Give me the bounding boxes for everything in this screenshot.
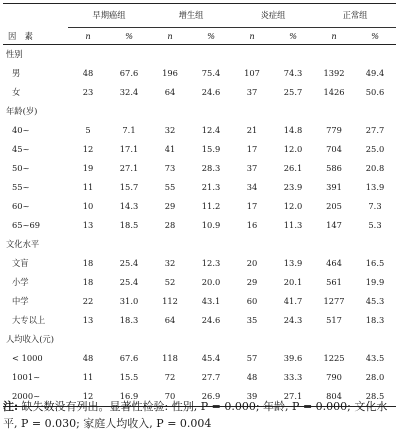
row-label: 55~ <box>12 182 30 192</box>
group-header-row <box>3 4 396 28</box>
table-row <box>3 292 396 311</box>
cell-n: 41 <box>164 144 176 154</box>
table-row <box>3 368 396 387</box>
cell-pct: 19.9 <box>365 277 385 287</box>
cell-n: 1426 <box>323 87 345 97</box>
cell-pct: 11.3 <box>283 220 303 230</box>
row-label: 小学 <box>12 277 29 287</box>
group-header-normal: 正常组 <box>314 4 396 28</box>
cell-pct: 12.0 <box>283 201 303 211</box>
cell-pct: 24.6 <box>201 315 221 325</box>
cell-n: 1225 <box>323 353 345 363</box>
data-table <box>3 3 396 407</box>
section-row <box>3 330 396 349</box>
cell-n: 73 <box>164 163 176 173</box>
cell-pct: 32.4 <box>119 87 139 97</box>
table-row <box>3 349 396 368</box>
cell-n: 37 <box>246 163 258 173</box>
cell-pct: 74.3 <box>283 68 303 78</box>
cell-n: 60 <box>246 296 258 306</box>
cell-n: 391 <box>326 182 342 192</box>
footnote-head: 注: <box>3 400 19 413</box>
cell-n: 464 <box>326 258 342 268</box>
cell-n: 12 <box>68 387 108 407</box>
cell-pct: 11.2 <box>201 201 221 211</box>
cell-pct: 45.4 <box>201 353 221 363</box>
cell-n: 13 <box>82 315 94 325</box>
table-row <box>3 273 396 292</box>
group-header-early-cancer: 早期癌组 <box>68 4 150 28</box>
sub-header-pct: % <box>272 28 314 45</box>
cell-n: 19 <box>82 163 94 173</box>
cell-n: 18 <box>82 277 94 287</box>
cell-pct: 27.7 <box>201 372 221 382</box>
cell-pct: 50.6 <box>365 87 385 97</box>
cell-pct: 45.3 <box>365 296 385 306</box>
row-label: 男 <box>12 68 21 78</box>
cell-n: 118 <box>162 353 178 363</box>
sub-header-pct: % <box>354 28 396 45</box>
cell-n: 205 <box>326 201 342 211</box>
row-label: 65~69 <box>12 220 41 230</box>
sub-header-pct: % <box>108 28 150 45</box>
section-title: 性别 <box>6 49 23 59</box>
cell-n: 48 <box>246 372 258 382</box>
cell-n: 704 <box>326 144 342 154</box>
cell-pct: 28.3 <box>201 163 221 173</box>
cell-pct: 17.1 <box>119 144 139 154</box>
table-row <box>3 140 396 159</box>
cell-n: 18 <box>82 258 94 268</box>
cell-pct: 75.4 <box>201 68 221 78</box>
cell-n: 23 <box>82 87 94 97</box>
row-label: 50~ <box>12 163 30 173</box>
sub-header-n: n <box>232 28 272 45</box>
cell-pct: 26.1 <box>283 163 303 173</box>
cell-pct: 31.0 <box>119 296 139 306</box>
cell-n: 12 <box>82 144 94 154</box>
cell-n: 48 <box>82 68 94 78</box>
group-header-hyperplasia: 增生组 <box>150 4 232 28</box>
cell-pct: 24.6 <box>201 87 221 97</box>
cell-n: 52 <box>164 277 176 287</box>
sub-header-n: n <box>150 28 190 45</box>
cell-pct: 15.7 <box>119 182 139 192</box>
cell-n: 1392 <box>323 68 345 78</box>
row-label: 1001~ <box>12 372 41 382</box>
cell-n: 561 <box>326 277 342 287</box>
cell-pct: 39.6 <box>283 353 303 363</box>
cell-n: 10 <box>82 201 94 211</box>
cell-n: 64 <box>164 87 176 97</box>
table-row <box>3 83 396 102</box>
cell-pct: 28.0 <box>365 372 385 382</box>
cell-pct: 18.3 <box>119 315 139 325</box>
table-row <box>3 311 396 330</box>
cell-pct: 67.6 <box>119 68 139 78</box>
cell-n: 517 <box>326 315 342 325</box>
table-row <box>3 254 396 273</box>
footnote-text: 缺失数没有列出。显著性检验: 性别, P = 0.000; 年龄, P = 0.000; 文化水平, P = 0.030; 家庭人均收入, P = 0.004 <box>3 400 388 430</box>
table-row <box>3 216 396 235</box>
cell-pct: 20.0 <box>201 277 221 287</box>
cell-n: 790 <box>326 372 342 382</box>
cell-pct: 41.7 <box>283 296 303 306</box>
row-label: 文盲 <box>12 258 29 268</box>
cell-n: 29 <box>246 277 258 287</box>
row-label: 大专以上 <box>12 315 46 325</box>
cell-pct: 14.8 <box>283 125 303 135</box>
table-footnote <box>3 398 397 432</box>
cell-n: 147 <box>326 220 342 230</box>
sub-header-n: n <box>314 28 354 45</box>
cell-n: 11 <box>82 182 94 192</box>
cell-n: 196 <box>162 68 178 78</box>
cell-pct: 25.4 <box>119 258 139 268</box>
table-row <box>3 159 396 178</box>
cell-pct: 15.5 <box>119 372 139 382</box>
cell-pct: 27.7 <box>365 125 385 135</box>
cell-pct: 24.3 <box>283 315 303 325</box>
cell-pct: 5.3 <box>368 220 382 230</box>
cell-pct: 12.3 <box>201 258 221 268</box>
cell-pct: 20.1 <box>283 277 303 287</box>
cell-pct: 18.5 <box>119 220 139 230</box>
cell-n: 39 <box>232 387 272 407</box>
cell-n: 28 <box>164 220 176 230</box>
cell-n: 11 <box>82 372 94 382</box>
cell-pct: 20.8 <box>365 163 385 173</box>
cell-pct: 12.0 <box>283 144 303 154</box>
cell-pct: 49.4 <box>365 68 385 78</box>
section-title: 人均收入(元) <box>6 334 54 344</box>
cell-pct: 25.7 <box>283 87 303 97</box>
cell-pct: 10.9 <box>201 220 221 230</box>
row-label: 45~ <box>12 144 30 154</box>
cell-n: 779 <box>326 125 342 135</box>
table-body <box>3 45 396 407</box>
row-label: 40~ <box>12 125 30 135</box>
cell-pct: 16.9 <box>108 387 150 407</box>
cell-pct: 7.1 <box>122 125 136 135</box>
cell-n: 35 <box>246 315 258 325</box>
cell-n: 37 <box>246 87 258 97</box>
cell-n: 70 <box>150 387 190 407</box>
sub-header-pct: % <box>190 28 232 45</box>
section-title: 年龄(岁) <box>6 106 38 116</box>
cell-pct: 14.3 <box>119 201 139 211</box>
row-label: 60~ <box>12 201 30 211</box>
cell-pct: 27.1 <box>119 163 139 173</box>
cell-pct: 16.5 <box>365 258 385 268</box>
sub-header-row <box>3 28 396 45</box>
cell-pct: 7.3 <box>368 201 382 211</box>
cell-n: 48 <box>82 353 94 363</box>
cell-pct: 25.4 <box>119 277 139 287</box>
cell-n: 20 <box>246 258 258 268</box>
cell-n: 72 <box>164 372 176 382</box>
section-title: 文化水平 <box>6 239 40 249</box>
sub-header-n: n <box>68 28 108 45</box>
cell-n: 34 <box>246 182 258 192</box>
section-row <box>3 235 396 254</box>
cell-n: 1277 <box>323 296 345 306</box>
cell-pct: 67.6 <box>119 353 139 363</box>
cell-n: 17 <box>246 201 258 211</box>
cell-pct: 43.5 <box>365 353 385 363</box>
row-label: 2000~ <box>3 387 68 407</box>
factor-header <box>3 4 68 28</box>
cell-n: 57 <box>246 353 258 363</box>
table-row <box>3 178 396 197</box>
cell-pct: 13.9 <box>365 182 385 192</box>
group-header-inflammation: 炎症组 <box>232 4 314 28</box>
cell-pct: 21.3 <box>201 182 221 192</box>
cell-pct: 18.3 <box>365 315 385 325</box>
cell-n: 107 <box>244 68 260 78</box>
cell-n: 5 <box>85 125 91 135</box>
cell-n: 21 <box>246 125 258 135</box>
row-label: < 1000 <box>12 353 43 363</box>
cell-pct: 27.1 <box>272 387 314 407</box>
cell-n: 112 <box>162 296 178 306</box>
row-label: 中学 <box>12 296 29 306</box>
cell-n: 17 <box>246 144 258 154</box>
table-row <box>3 197 396 216</box>
cell-n: 29 <box>164 201 176 211</box>
cell-n: 55 <box>164 182 176 192</box>
cell-n: 32 <box>164 258 176 268</box>
factor-label: 因 素 <box>3 28 68 45</box>
section-row <box>3 45 396 65</box>
cell-n: 13 <box>82 220 94 230</box>
cell-n: 16 <box>246 220 258 230</box>
cell-pct: 13.9 <box>283 258 303 268</box>
cell-n: 32 <box>164 125 176 135</box>
section-row <box>3 102 396 121</box>
cell-pct: 26.9 <box>190 387 232 407</box>
row-label: 女 <box>12 87 21 97</box>
cell-n: 586 <box>326 163 342 173</box>
cell-pct: 23.9 <box>283 182 303 192</box>
cell-n: 64 <box>164 315 176 325</box>
table-row <box>3 64 396 83</box>
cell-pct: 28.5 <box>354 387 396 407</box>
cell-n: 22 <box>82 296 94 306</box>
cell-pct: 33.3 <box>283 372 303 382</box>
cell-pct: 25.0 <box>365 144 385 154</box>
cell-pct: 15.9 <box>201 144 221 154</box>
cell-n: 804 <box>314 387 354 407</box>
table-row <box>3 121 396 140</box>
cell-pct: 12.4 <box>201 125 221 135</box>
cell-pct: 43.1 <box>201 296 221 306</box>
